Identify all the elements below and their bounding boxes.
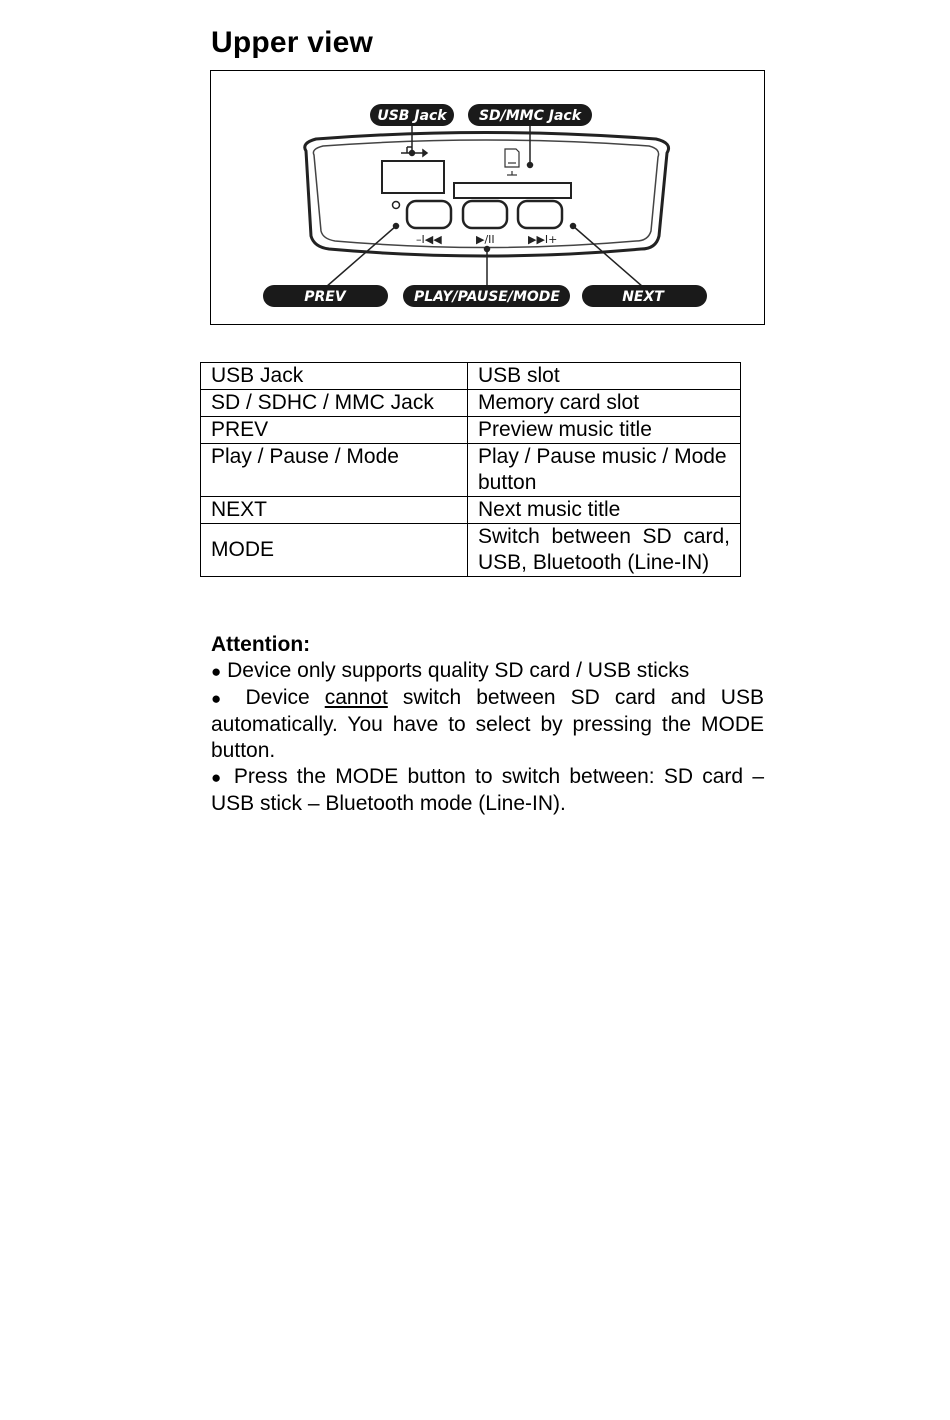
status-led: [393, 202, 400, 209]
svg-text:SD/MMC Jack: SD/MMC Jack: [478, 108, 582, 124]
play-button-shape: [463, 201, 507, 228]
table-row: [201, 417, 741, 444]
device-top-panel-illustration: [211, 71, 766, 326]
usb-port: [382, 161, 444, 193]
table-cell-desc: USB slot: [468, 363, 741, 390]
play-pause-mode-label: [403, 285, 570, 307]
sd-card-slot: [454, 183, 571, 198]
table-row: [201, 524, 741, 577]
prev-label: [263, 285, 388, 307]
svg-text:PREV: PREV: [304, 289, 346, 305]
table-cell-name: SD / SDHC / MMC Jack: [201, 390, 468, 417]
attention-item-2: [211, 685, 764, 764]
table-cell-desc: Play / Pause music / Mode button: [468, 444, 741, 497]
table-cell-name: MODE: [201, 524, 468, 577]
prev-button-shape: [407, 201, 451, 228]
controls-table: [200, 362, 741, 577]
table-cell-name: NEXT: [201, 497, 468, 524]
table-row: [201, 497, 741, 524]
sd-mmc-jack-label: [468, 104, 592, 126]
attention-item-1-text: Device only supports quality SD card / USB sticks: [227, 659, 690, 682]
svg-text:NEXT: NEXT: [622, 289, 664, 305]
attention-section: [211, 632, 764, 817]
table-cell-desc: Preview music title: [468, 417, 741, 444]
play-pause-glyph-icon: ▶/II: [476, 233, 495, 246]
attention-item-2-emphasis: cannot: [324, 686, 388, 709]
attention-item-3-text: Press the MODE button to switch between: SD card – USB stick – Bluetooth mode (Line-IN).: [211, 765, 764, 815]
attention-item-2-text-start: Device: [245, 686, 310, 709]
next-button-shape: [518, 201, 562, 228]
next-glyph-icon: ▶▶I+: [528, 233, 558, 246]
table-cell-desc: Memory card slot: [468, 390, 741, 417]
upper-view-diagram: [210, 70, 765, 325]
usb-jack-label: [370, 104, 454, 126]
attention-item-3: [211, 764, 764, 817]
table-cell-name: Play / Pause / Mode: [201, 444, 468, 497]
table-cell-name: PREV: [201, 417, 468, 444]
table-cell-desc: Next music title: [468, 497, 741, 524]
svg-text:PLAY/PAUSE/MODE: PLAY/PAUSE/MODE: [414, 289, 560, 305]
table-row: [201, 444, 741, 497]
table-row: [201, 390, 741, 417]
sd-card-symbol-icon: [505, 149, 519, 175]
next-label: [582, 285, 707, 307]
attention-item-2-text-end: switch between SD card and USB automatically. You have to select by pressing the MODE button.: [211, 686, 764, 762]
svg-text:USB Jack: USB Jack: [377, 108, 447, 124]
bullet-icon: ●: [211, 689, 231, 708]
bullet-icon: ●: [211, 768, 225, 787]
page-title: Upper view: [211, 26, 374, 59]
prev-glyph-icon: –I◀◀: [416, 233, 442, 246]
attention-heading: Attention:: [211, 633, 311, 656]
table-row: [201, 363, 741, 390]
table-cell-name: USB Jack: [201, 363, 468, 390]
bullet-icon: ●: [211, 662, 222, 681]
attention-item-1: [211, 658, 764, 685]
table-cell-desc: Switch between SD card, USB, Bluetooth (Line-IN): [468, 524, 741, 577]
